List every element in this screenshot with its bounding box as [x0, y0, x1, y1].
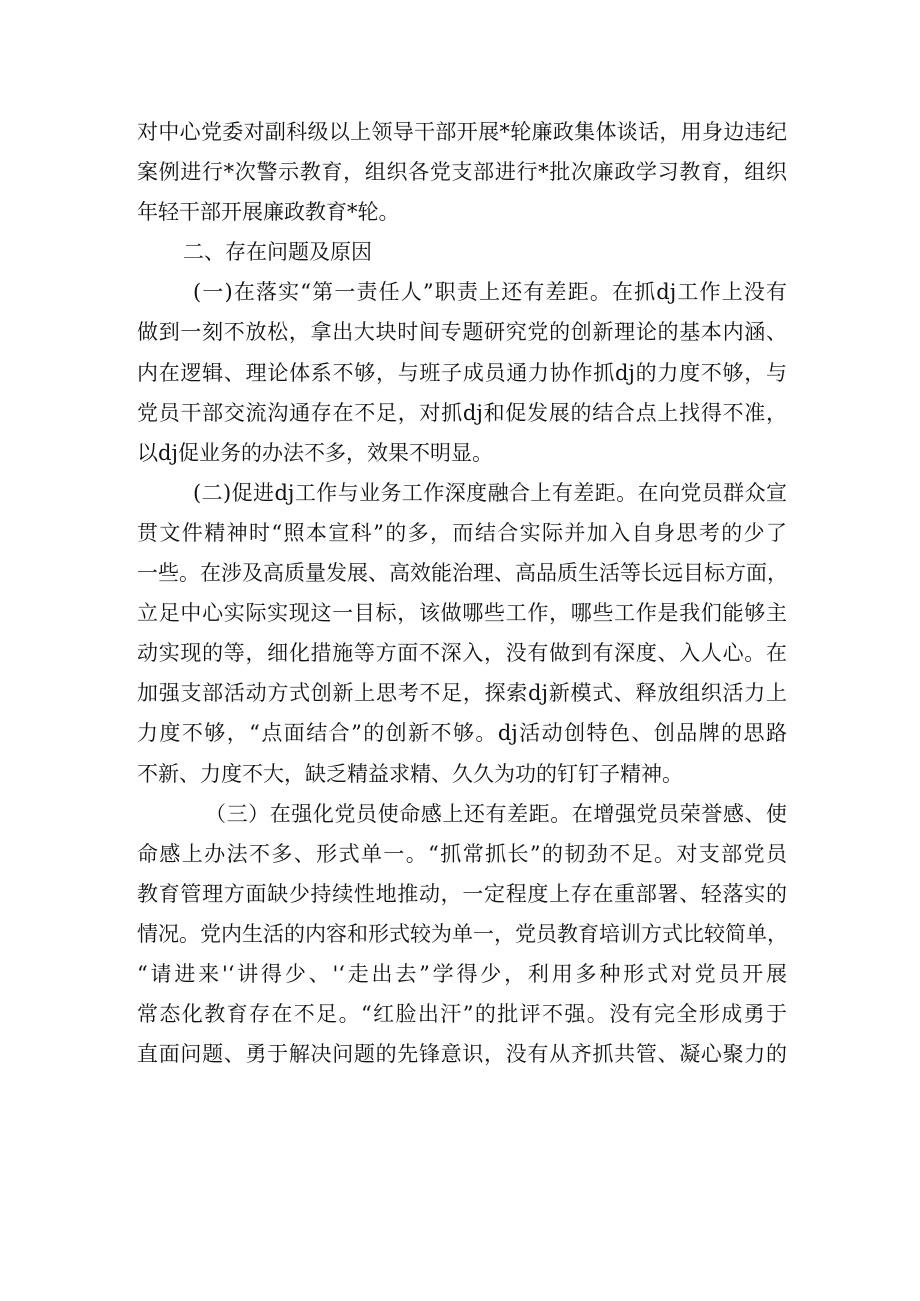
text-line: 对中心党委对副科级以上领导干部开展*轮廉政集体谈话，用身边违纪	[137, 120, 787, 144]
paragraph-2	[137, 473, 787, 794]
text-line: 不新、力度不大，缺乏精益求精、久久为功的钉钉子精神。	[137, 761, 683, 786]
heading-text: 二、存在问题及原因	[183, 240, 372, 265]
text-line: 年轻干部开展廉政教育*轮。	[137, 200, 400, 225]
text-line: （三）在强化党员使命感上还有差距。在增强党员荣誉感、使	[205, 801, 787, 826]
text-line: 加强支部活动方式创新上思考不足，探索dj新模式、释放组织活力上	[137, 681, 787, 706]
text-line: 教育管理方面缺少持续性地推动，一定程度上存在重部署、轻落实的	[137, 881, 787, 906]
document-body	[137, 112, 787, 1074]
text-line: 直面问题、勇于解决问题的先锋意识，没有从齐抓共管、凝心聚力的	[137, 1042, 787, 1067]
text-line: 案例进行*次警示教育，组织各党支部进行*批次廉政学习教育，组织	[137, 160, 787, 185]
text-line: 动实现的等，细化措施等方面不深入，没有做到有深度、入人心。在	[137, 641, 787, 666]
paragraph-1	[137, 272, 787, 472]
text-line: 做到一刻不放松，拿出大块时间专题研究党的创新理论的基本内涵、	[137, 320, 787, 345]
text-line: “请进来'‘讲得少、'‘走出去”学得少，利用多种形式对党员开展	[137, 961, 787, 986]
text-line: 一些。在涉及高质量发展、高效能治理、高品质生活等长远目标方面，	[137, 561, 788, 586]
text-line: 命感上办法不多、形式单一。“抓常抓长”的韧劲不足。对支部党员	[137, 841, 787, 866]
text-line: 贯文件精神时“照本宣科”的多，而结合实际并加入自身思考的少了	[137, 520, 787, 545]
text-line: (一)在落实“第一责任人”职责上还有差距。在抓dj工作上没有	[193, 280, 787, 305]
text-line: 党员干部交流沟通存在不足，对抓dj和促发展的结合点上找得不准，	[137, 400, 787, 425]
text-line: (二)促进dj工作与业务工作深度融合上有差距。在向党员群众宣	[193, 480, 787, 505]
text-line: 力度不够，“点面结合”的创新不够。dj活动创特色、创品牌的思路	[137, 721, 787, 746]
text-line: 内在逻辑、理论体系不够，与班子成员通力协作抓dj的力度不够，与	[137, 360, 787, 385]
text-line: 以dj促业务的办法不多，效果不明显。	[137, 440, 493, 465]
section-heading	[137, 232, 787, 272]
text-line: 情况。党内生活的内容和形式较为单一，党员教育培训方式比较简单，	[137, 921, 788, 946]
text-line: 立足中心实际实现这一目标，该做哪些工作，哪些工作是我们能够主	[137, 601, 787, 626]
paragraph-3	[137, 794, 787, 1075]
intro-paragraph	[137, 112, 787, 232]
text-line: 常态化教育存在不足。“红脸出汗”的批评不强。没有完全形成勇于	[137, 1002, 787, 1027]
